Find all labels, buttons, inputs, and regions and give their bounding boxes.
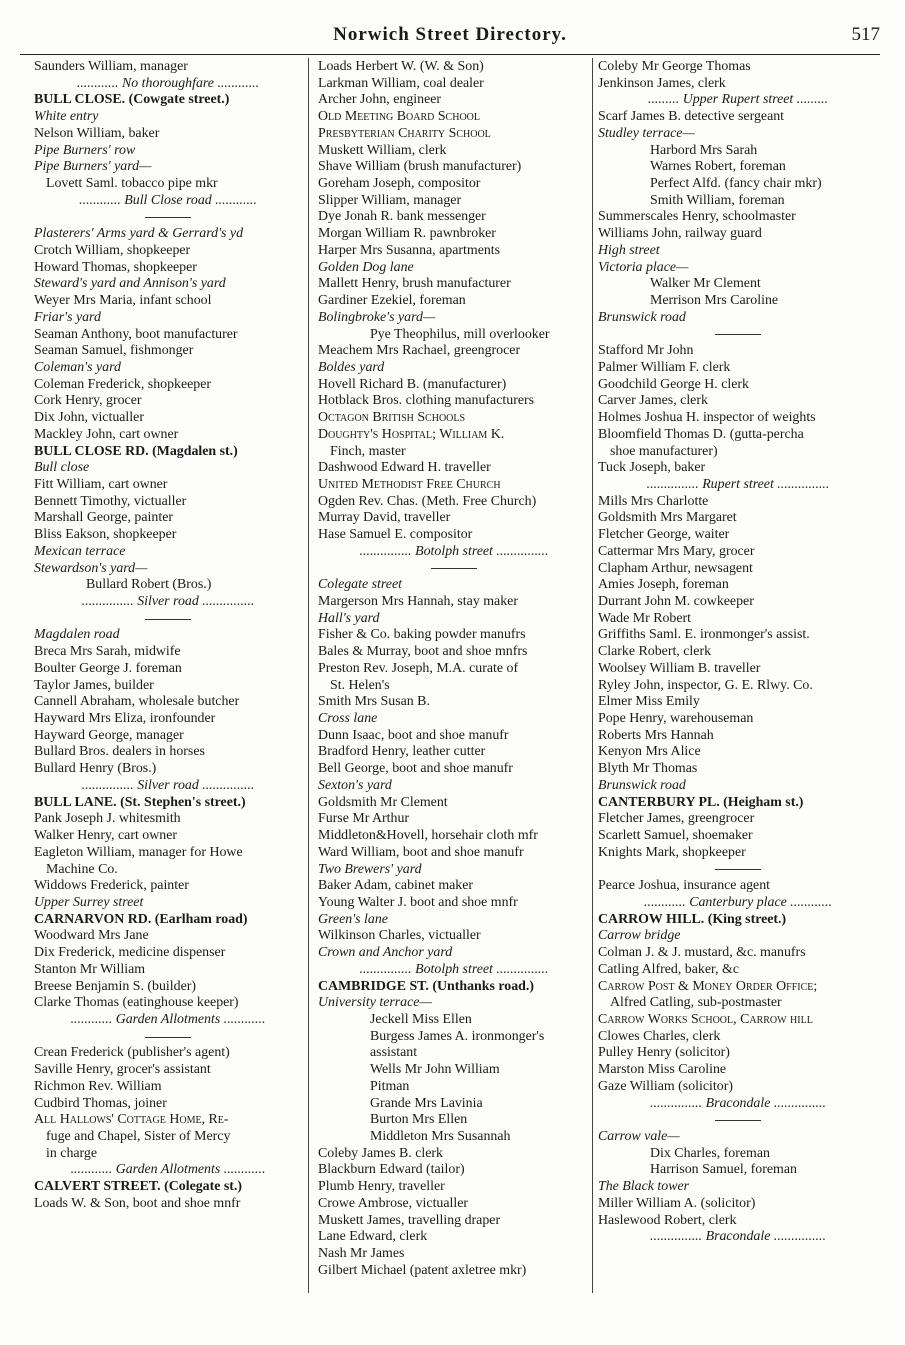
resident-entry: Burton Mrs Ellen (370, 1112, 468, 1128)
resident-entry: Goldsmith Mr Clement (318, 794, 448, 810)
institution-entry: Presbyterian Charity School (318, 125, 491, 141)
resident-entry: Widdows Frederick, painter (34, 878, 189, 894)
resident-entry: Coleman Frederick, shopkeeper (34, 376, 212, 392)
resident-entry: Marshall George, painter (34, 510, 173, 526)
resident-entry: Griffiths Saml. E. ironmonger's assist. (598, 627, 810, 643)
sub-location: High street (598, 242, 660, 258)
resident-entry: Crotch William, shopkeeper (34, 242, 191, 258)
resident-entry: Dix Frederick, medicine dispenser (34, 945, 226, 961)
crossing-street: ............... Botolph street ............... (359, 543, 549, 559)
resident-entry: Coleby Mr George Thomas (598, 59, 751, 74)
resident-entry: Woolsey William B. traveller (598, 660, 761, 676)
resident-entry: Mills Mrs Charlotte (598, 493, 709, 509)
section-divider (598, 327, 878, 344)
resident-entry: Bullard Robert (Bros.) (86, 577, 212, 593)
resident-entry: Colman J. & J. mustard, &c. manufrs (598, 945, 806, 961)
sub-location: Colegate street (318, 577, 402, 593)
resident-entry: Saunders William, manager (34, 59, 188, 74)
street-heading: BULL CLOSE RD. (Magdalen st.) (34, 443, 238, 459)
divider-rule (715, 1120, 761, 1121)
resident-entry: Seaman Samuel, fishmonger (34, 343, 194, 359)
sub-location: Hall's yard (318, 610, 380, 626)
sub-location: Green's lane (318, 911, 388, 927)
divider-rule (145, 217, 191, 218)
resident-entry: Clarke Robert, clerk (598, 644, 712, 660)
sub-location: Brunswick road (598, 777, 686, 793)
resident-entry: Ward William, boot and shoe manufr (318, 844, 524, 860)
resident-entry: Hayward George, manager (34, 727, 184, 743)
crossing-street: ......... Upper Rupert street ......... (647, 92, 829, 108)
section-divider (34, 1029, 302, 1046)
sub-location: Stewardson's yard— (34, 560, 148, 576)
resident-entry: Dashwood Edward H. traveller (318, 460, 491, 476)
resident-entry: Scarlett Samuel, shoemaker (598, 828, 753, 844)
resident-entry: Morgan William R. pawnbroker (318, 226, 496, 242)
street-heading: CARROW HILL. (King street.) (598, 911, 787, 927)
sub-location: Upper Surrey street (34, 894, 144, 910)
resident-entry: Pope Henry, warehouseman (598, 711, 754, 727)
sub-location: Studley terrace— (598, 125, 695, 141)
continued-entry: shoe manufacturer) (610, 443, 718, 459)
divider-rule (145, 619, 191, 620)
divider-rule (431, 568, 477, 569)
resident-entry: Preston Rev. Joseph, M.A. curate of (318, 660, 519, 676)
resident-entry: Dye Jonah R. bank messenger (318, 209, 486, 225)
resident-entry: Clowes Charles, clerk (598, 1028, 721, 1044)
resident-entry: Taylor James, builder (34, 677, 154, 693)
crossing-street: ............... Bracondale ............... (650, 1229, 826, 1245)
resident-entry: Furse Mr Arthur (318, 811, 410, 827)
resident-entry: Hase Samuel E. compositor (318, 527, 473, 543)
resident-entry: Walker Mr Clement (650, 276, 761, 292)
sub-location: Cross lane (318, 711, 378, 727)
resident-entry: Coleby James B. clerk (318, 1145, 443, 1161)
resident-entry: Plumb Henry, traveller (318, 1179, 445, 1195)
resident-entry: Pye Theophilus, mill overlooker (370, 326, 550, 342)
resident-entry: Murray David, traveller (318, 510, 451, 526)
page-number: 517 (851, 24, 880, 45)
resident-entry: Blyth Mr Thomas (598, 761, 698, 777)
resident-entry: Blackburn Edward (tailor) (318, 1162, 465, 1178)
resident-entry: Pearce Joshua, insurance agent (598, 878, 771, 894)
crossing-street: ............... Botolph street ............... (359, 961, 549, 977)
section-divider (598, 862, 878, 879)
resident-entry: Elmer Miss Emily (598, 694, 700, 710)
sub-location: Plasterers' Arms yard & Gerrard's yd (34, 226, 244, 242)
section-divider (34, 209, 302, 226)
page-title: Norwich Street Directory. (333, 24, 567, 45)
resident-entry: Boulter George J. foreman (34, 660, 182, 676)
resident-entry: Mallett Henry, brush manufacturer (318, 276, 511, 292)
resident-entry: Breca Mrs Sarah, midwife (34, 644, 181, 660)
directory-column-1 (34, 59, 302, 1213)
resident-entry: Ogden Rev. Chas. (Meth. Free Church) (318, 493, 537, 509)
resident-entry: Carver James, clerk (598, 393, 708, 409)
crossing-street: ............ No thoroughfare ............ (76, 75, 260, 91)
resident-entry: Kenyon Mrs Alice (598, 744, 701, 760)
resident-entry: Howard Thomas, shopkeeper (34, 259, 197, 275)
resident-entry: Haslewood Robert, clerk (598, 1212, 737, 1228)
resident-entry: Muskett William, clerk (318, 142, 447, 158)
resident-entry: Crowe Ambrose, victualler (318, 1195, 469, 1211)
resident-entry: Jenkinson James, clerk (598, 75, 726, 91)
resident-entry: Loads Herbert W. (W. & Son) (318, 59, 484, 74)
sub-location: Golden Dog lane (318, 259, 414, 275)
resident-entry: Dix John, victualler (34, 410, 144, 426)
crossing-street: ............ Garden Allotments ............ (70, 1162, 266, 1178)
resident-entry: Fitt William, cart owner (34, 476, 168, 492)
divider-rule (715, 334, 761, 335)
sub-location: Bull close (34, 460, 90, 476)
crossing-street: ............... Rupert street ............... (646, 476, 830, 492)
divider-rule (145, 1037, 191, 1038)
sub-location: Mexican terrace (34, 543, 126, 559)
resident-entry: Amies Joseph, foreman (598, 577, 729, 593)
resident-entry: Cannell Abraham, wholesale butcher (34, 694, 240, 710)
sub-location: Bolingbroke's yard— (318, 309, 436, 325)
resident-entry: Crean Frederick (publisher's agent) (34, 1045, 230, 1061)
resident-entry: Breese Benjamin S. (builder) (34, 978, 197, 994)
street-heading: CARNARVON RD. (Earlham road) (34, 911, 248, 927)
directory-column-3 (598, 59, 878, 1246)
resident-entry: Woodward Mrs Jane (34, 928, 149, 944)
divider-rule (715, 869, 761, 870)
resident-entry: Slipper William, manager (318, 192, 462, 208)
resident-entry: Lane Edward, clerk (318, 1229, 428, 1245)
resident-entry: Jeckell Miss Ellen (370, 1011, 472, 1027)
resident-entry: Pank Joseph J. whitesmith (34, 811, 181, 827)
sub-location: Victoria place— (598, 259, 689, 275)
sub-location: Pipe Burners' yard— (34, 159, 152, 175)
resident-entry: Harper Mrs Susanna, apartments (318, 242, 501, 258)
sub-location: Two Brewers' yard (318, 861, 422, 877)
resident-entry: Bullard Henry (Bros.) (34, 761, 157, 777)
resident-entry: Weyer Mrs Maria, infant school (34, 293, 212, 309)
institution-entry: Carrow Works School, Carrow hill (598, 1011, 813, 1027)
resident-entry: Stafford Mr John (598, 343, 694, 359)
resident-entry: Loads W. & Son, boot and shoe mnfr (34, 1195, 241, 1211)
resident-entry: Walker Henry, cart owner (34, 828, 177, 844)
resident-entry: Stanton Mr William (34, 961, 146, 977)
resident-entry: Baker Adam, cabinet maker (318, 878, 474, 894)
resident-entry: Larkman William, coal dealer (318, 75, 484, 91)
resident-entry: Fletcher James, greengrocer (598, 811, 755, 827)
institution-entry: Octagon British Schools (318, 410, 466, 426)
directory-column-2 (318, 59, 590, 1279)
column-rule (592, 58, 593, 1293)
crossing-street: ............ Canterbury place ............ (644, 894, 832, 910)
resident-entry: Wilkinson Charles, victualler (318, 928, 481, 944)
street-heading: BULL CLOSE. (Cowgate street.) (34, 92, 230, 108)
resident-entry: Gaze William (solicitor) (598, 1078, 733, 1094)
resident-entry: Eagleton William, manager for Howe (34, 844, 243, 860)
resident-entry: Margerson Mrs Hannah, stay maker (318, 594, 518, 609)
resident-entry: Wells Mr John William (370, 1062, 500, 1078)
sub-location: Coleman's yard (34, 359, 121, 375)
resident-entry: Scarf James B. detective sergeant (598, 109, 785, 125)
sub-location: Carrow bridge (598, 928, 681, 944)
resident-entry: Clarke Thomas (eatinghouse keeper) (34, 995, 239, 1011)
resident-entry: Middleton Mrs Susannah (370, 1129, 511, 1144)
resident-entry: Bloomfield Thomas D. (gutta-percha (598, 426, 804, 442)
street-heading: CAMBRIDGE ST. (Unthanks road.) (318, 978, 534, 994)
institution-entry: Doughty's Hospital; William K. (318, 426, 505, 442)
sub-location: Brunswick road (598, 309, 686, 325)
sub-location: University terrace— (318, 995, 432, 1011)
resident-entry: Durrant John M. cowkeeper (598, 594, 754, 609)
resident-entry: Gardiner Ezekiel, foreman (318, 293, 466, 309)
resident-entry: Hovell Richard B. (manufacturer) (318, 376, 507, 392)
resident-entry: Middleton&Hovell, horsehair cloth mfr (318, 828, 538, 844)
sub-location: Boldes yard (318, 359, 385, 375)
resident-entry: Nelson William, baker (34, 125, 160, 141)
column-rule (308, 58, 309, 1293)
resident-entry: Cattermar Mrs Mary, grocer (598, 543, 755, 559)
resident-entry: Miller William A. (solicitor) (598, 1195, 756, 1211)
sub-location: Sexton's yard (318, 777, 392, 793)
resident-entry: assistant (370, 1045, 418, 1061)
resident-entry: Harbord Mrs Sarah (650, 142, 758, 158)
sub-location: Steward's yard and Annison's yard (34, 276, 226, 292)
resident-entry: Bennett Timothy, victualler (34, 493, 187, 509)
resident-entry: Marston Miss Caroline (598, 1062, 727, 1078)
resident-entry: Goreham Joseph, compositor (318, 176, 481, 192)
resident-entry: Smith Mrs Susan B. (318, 694, 430, 710)
section-divider (318, 561, 590, 578)
resident-entry: Hotblack Bros. clothing manufacturers (318, 393, 535, 409)
resident-entry: Palmer William F. clerk (598, 359, 731, 375)
resident-entry: Hayward Mrs Eliza, ironfounder (34, 711, 216, 727)
resident-entry: Fletcher George, waiter (598, 527, 730, 543)
resident-entry: Seaman Anthony, boot manufacturer (34, 326, 238, 342)
resident-entry: Richmon Rev. William (34, 1078, 162, 1094)
crossing-street: ............... Bracondale ............... (650, 1095, 826, 1111)
sub-location: Pipe Burners' row (34, 142, 136, 158)
institution-entry: United Methodist Free Church (318, 476, 501, 492)
sub-location: Carrow vale— (598, 1129, 680, 1144)
resident-entry: Knights Mark, shopkeeper (598, 844, 746, 860)
resident-entry: Summerscales Henry, schoolmaster (598, 209, 796, 225)
sub-location: Magdalen road (34, 627, 120, 643)
resident-entry: Bell George, boot and shoe manufr (318, 761, 513, 777)
resident-entry: Meachem Mrs Rachael, greengrocer (318, 343, 521, 359)
resident-entry: Bales & Murray, boot and shoe mnfrs (318, 644, 528, 660)
crossing-street: ............... Silver road ............... (81, 777, 255, 793)
continued-entry: in charge (46, 1145, 98, 1161)
resident-entry: Bliss Eakson, shopkeeper (34, 527, 177, 543)
sub-location: White entry (34, 109, 99, 125)
resident-entry: Clapham Arthur, newsagent (598, 560, 753, 576)
section-divider (598, 1112, 878, 1129)
resident-entry: Smith William, foreman (650, 192, 785, 208)
resident-entry: Shave William (brush manufacturer) (318, 159, 522, 175)
sub-location: Friar's yard (34, 309, 101, 325)
resident-entry: Young Walter J. boot and shoe mnfr (318, 894, 518, 910)
resident-entry: Williams John, railway guard (598, 226, 762, 242)
continued-entry: Machine Co. (46, 861, 118, 877)
resident-entry: Pitman (370, 1078, 410, 1094)
street-heading: CANTERBURY PL. (Heigham st.) (598, 794, 804, 810)
resident-entry: Muskett James, travelling draper (318, 1212, 501, 1228)
sub-location: Crown and Anchor yard (318, 945, 453, 961)
continued-entry: St. Helen's (330, 677, 390, 693)
resident-entry: Catling Alfred, baker, &c (598, 961, 740, 977)
crossing-street: ............... Silver road ............... (81, 594, 255, 609)
resident-entry: Bullard Bros. dealers in horses (34, 744, 205, 760)
street-heading: BULL LANE. (St. Stephen's street.) (34, 794, 246, 810)
resident-entry: Holmes Joshua H. inspector of weights (598, 410, 816, 426)
resident-entry: Dunn Isaac, boot and shoe manufr (318, 727, 509, 743)
page-header (20, 14, 880, 55)
resident-entry: Goodchild George H. clerk (598, 376, 749, 392)
resident-entry: Fisher & Co. baking powder manufrs (318, 627, 526, 643)
resident-entry: Saville Henry, grocer's assistant (34, 1062, 211, 1078)
institution-entry: Carrow Post & Money Order Office; (598, 978, 818, 994)
resident-entry: Gilbert Michael (patent axletree mkr) (318, 1262, 527, 1278)
institution-entry: All Hallows' Cottage Home, Re- (34, 1112, 229, 1128)
resident-entry: Perfect Alfd. (fancy chair mkr) (650, 176, 822, 192)
section-divider (34, 611, 302, 628)
resident-entry: Mackley John, cart owner (34, 426, 179, 442)
resident-entry: Tuck Joseph, baker (598, 460, 706, 476)
resident-entry: Burgess James A. ironmonger's (370, 1028, 545, 1044)
continued-entry: Alfred Catling, sub-postmaster (610, 995, 782, 1011)
continued-entry: Lovett Saml. tobacco pipe mkr (46, 176, 218, 192)
resident-entry: Harrison Samuel, foreman (650, 1162, 797, 1178)
resident-entry: Warnes Robert, foreman (650, 159, 786, 175)
continued-entry: Finch, master (330, 443, 406, 459)
resident-entry: Cudbird Thomas, joiner (34, 1095, 167, 1111)
continued-entry: fuge and Chapel, Sister of Mercy (46, 1129, 231, 1144)
resident-entry: Roberts Mrs Hannah (598, 727, 714, 743)
resident-entry: Bradford Henry, leather cutter (318, 744, 486, 760)
resident-entry: Merrison Mrs Caroline (650, 293, 779, 309)
resident-entry: Dix Charles, foreman (650, 1145, 770, 1161)
crossing-street: ............ Garden Allotments ............ (70, 1011, 266, 1027)
resident-entry: Pulley Henry (solicitor) (598, 1045, 730, 1061)
institution-entry: Old Meeting Board School (318, 109, 480, 125)
sub-location: The Black tower (598, 1179, 690, 1195)
resident-entry: Nash Mr James (318, 1246, 405, 1262)
resident-entry: Grande Mrs Lavinia (370, 1095, 483, 1111)
resident-entry: Goldsmith Mrs Margaret (598, 510, 737, 526)
resident-entry: Cork Henry, grocer (34, 393, 142, 409)
resident-entry: Wade Mr Robert (598, 610, 692, 626)
resident-entry: Ryley John, inspector, G. E. Rlwy. Co. (598, 677, 813, 693)
crossing-street: ............ Bull Close road ............ (79, 192, 257, 208)
resident-entry: Archer John, engineer (318, 92, 442, 108)
street-heading: CALVERT STREET. (Colegate st.) (34, 1179, 243, 1195)
